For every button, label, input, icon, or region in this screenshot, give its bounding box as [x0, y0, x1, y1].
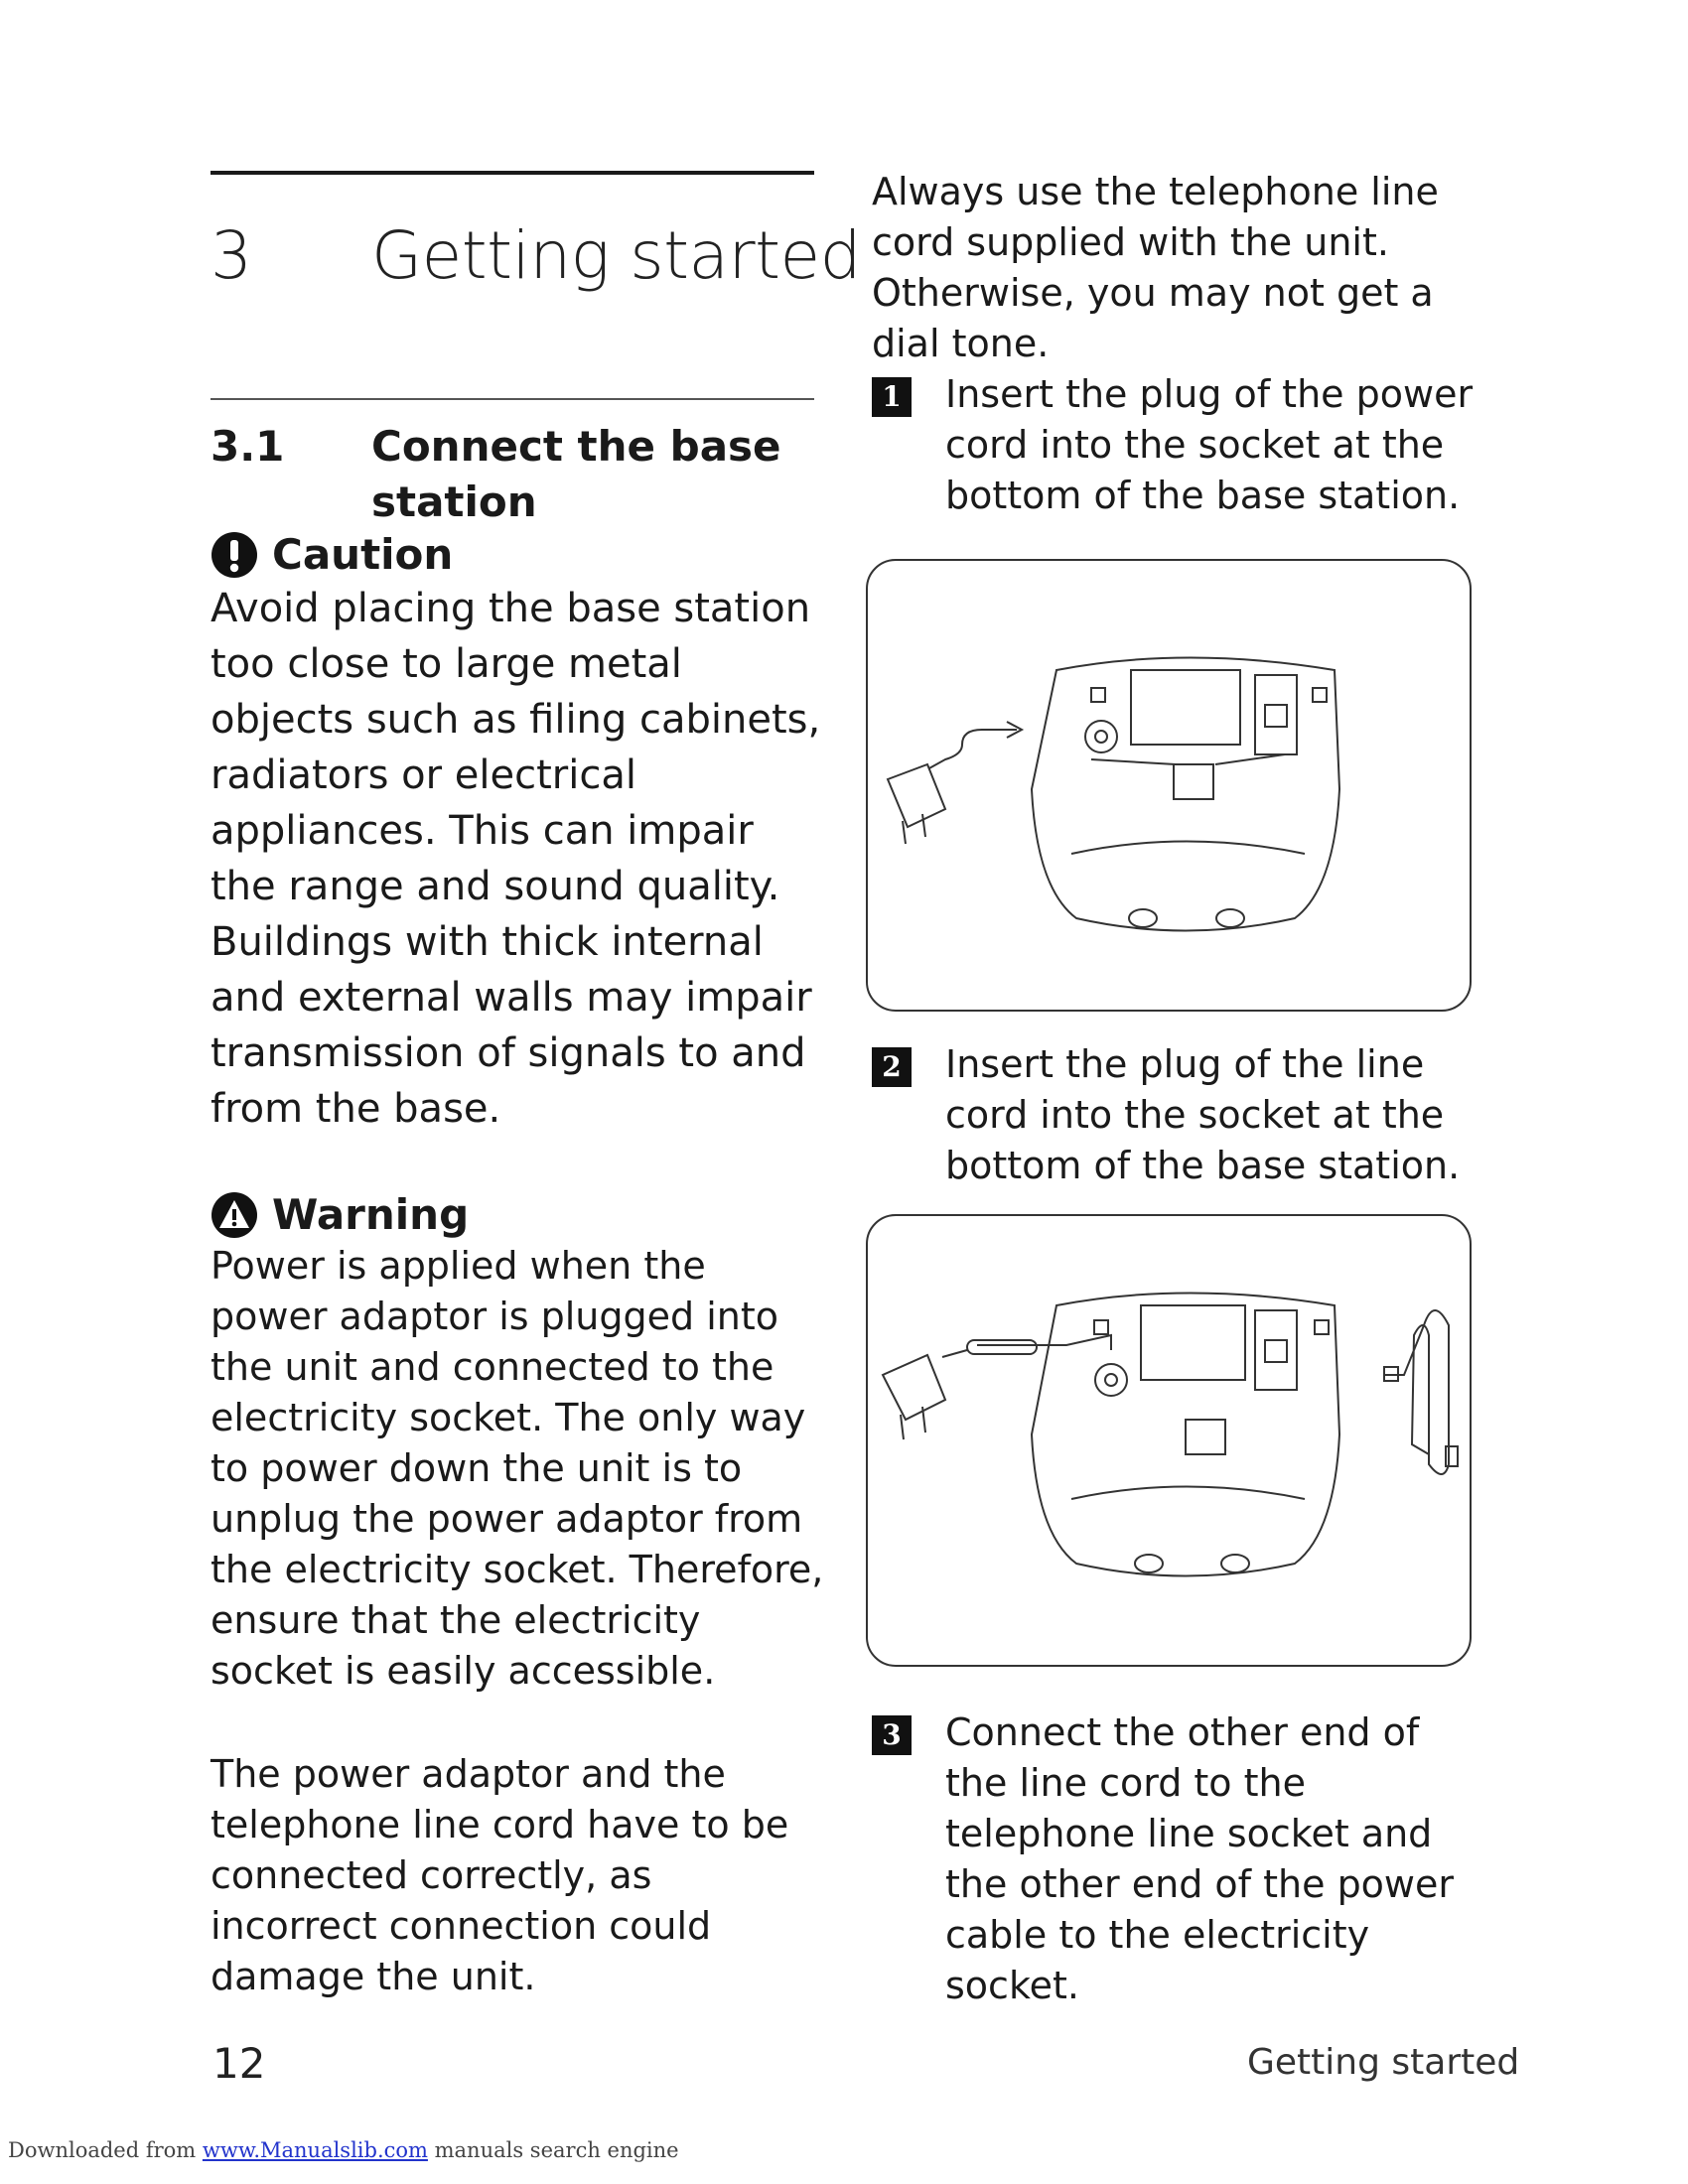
base-station-illustration	[868, 561, 1470, 1010]
step-text: Insert the plug of the power cord into the socket at the bottom of the base station.	[945, 372, 1474, 517]
step-text: Connect the other end of the line cord to the telephone line socket and the other end of the power cable to the electricity socket.	[945, 1710, 1455, 2007]
caution-text: Avoid placing the base station too close to large metal objects such as filing cabinets, radiators or electrical appliances. This can impair the range and sound quality. Buildings with thick internal and external walls may impair transmission of signals to and from the base.	[211, 586, 821, 1132]
warning-text: Power is applied when the power adaptor is plugged into the unit and connected to the electricity socket. The only way to power down the unit is to unplug the power adaptor from the electricity socket. Therefore, ensure that the electricity socket is easily accessible.	[211, 1244, 824, 1693]
figure-line-cord	[866, 1214, 1472, 1667]
footer-section-name: Getting started	[1247, 2042, 1520, 2083]
step-text: Insert the plug of the line cord into the socket at the bottom of the base station.	[945, 1042, 1461, 1187]
caution-label: Caution	[272, 530, 454, 579]
section-rule	[211, 398, 814, 400]
step-number: 3	[872, 1715, 912, 1755]
chapter-top-rule	[211, 171, 814, 175]
page-number: 12	[212, 2039, 266, 2088]
step-3	[872, 1707, 1487, 2011]
step-2	[872, 1039, 1487, 1191]
chapter-title: Getting started	[371, 217, 861, 294]
connection-note: The power adaptor and the telephone line cord have to be connected correctly, as incorrect connection could damage the unit.	[211, 1752, 789, 1998]
download-suffix: manuals search engine	[427, 2138, 679, 2162]
section-title: Connect the base station	[371, 422, 781, 526]
section-number: 3.1	[211, 422, 285, 471]
warning-heading	[211, 1187, 469, 1243]
step-number: 1	[872, 377, 912, 417]
warning-label: Warning	[272, 1190, 470, 1239]
intro-text: Always use the telephone line cord supplied with the unit. Otherwise, you may not get a dial tone.	[872, 170, 1439, 365]
figure-power-cord	[866, 559, 1472, 1012]
caution-heading	[211, 527, 453, 583]
base-station-illustration	[868, 1216, 1470, 1665]
download-notice	[8, 2138, 679, 2162]
step-1	[872, 369, 1487, 521]
download-prefix: Downloaded from	[8, 2138, 203, 2162]
exclamation-circle-icon	[211, 531, 258, 579]
step-number: 2	[872, 1047, 912, 1087]
chapter-number: 3	[211, 217, 252, 294]
warning-triangle-icon	[211, 1191, 258, 1239]
manualslib-link[interactable]: www.Manualslib.com	[202, 2138, 428, 2162]
